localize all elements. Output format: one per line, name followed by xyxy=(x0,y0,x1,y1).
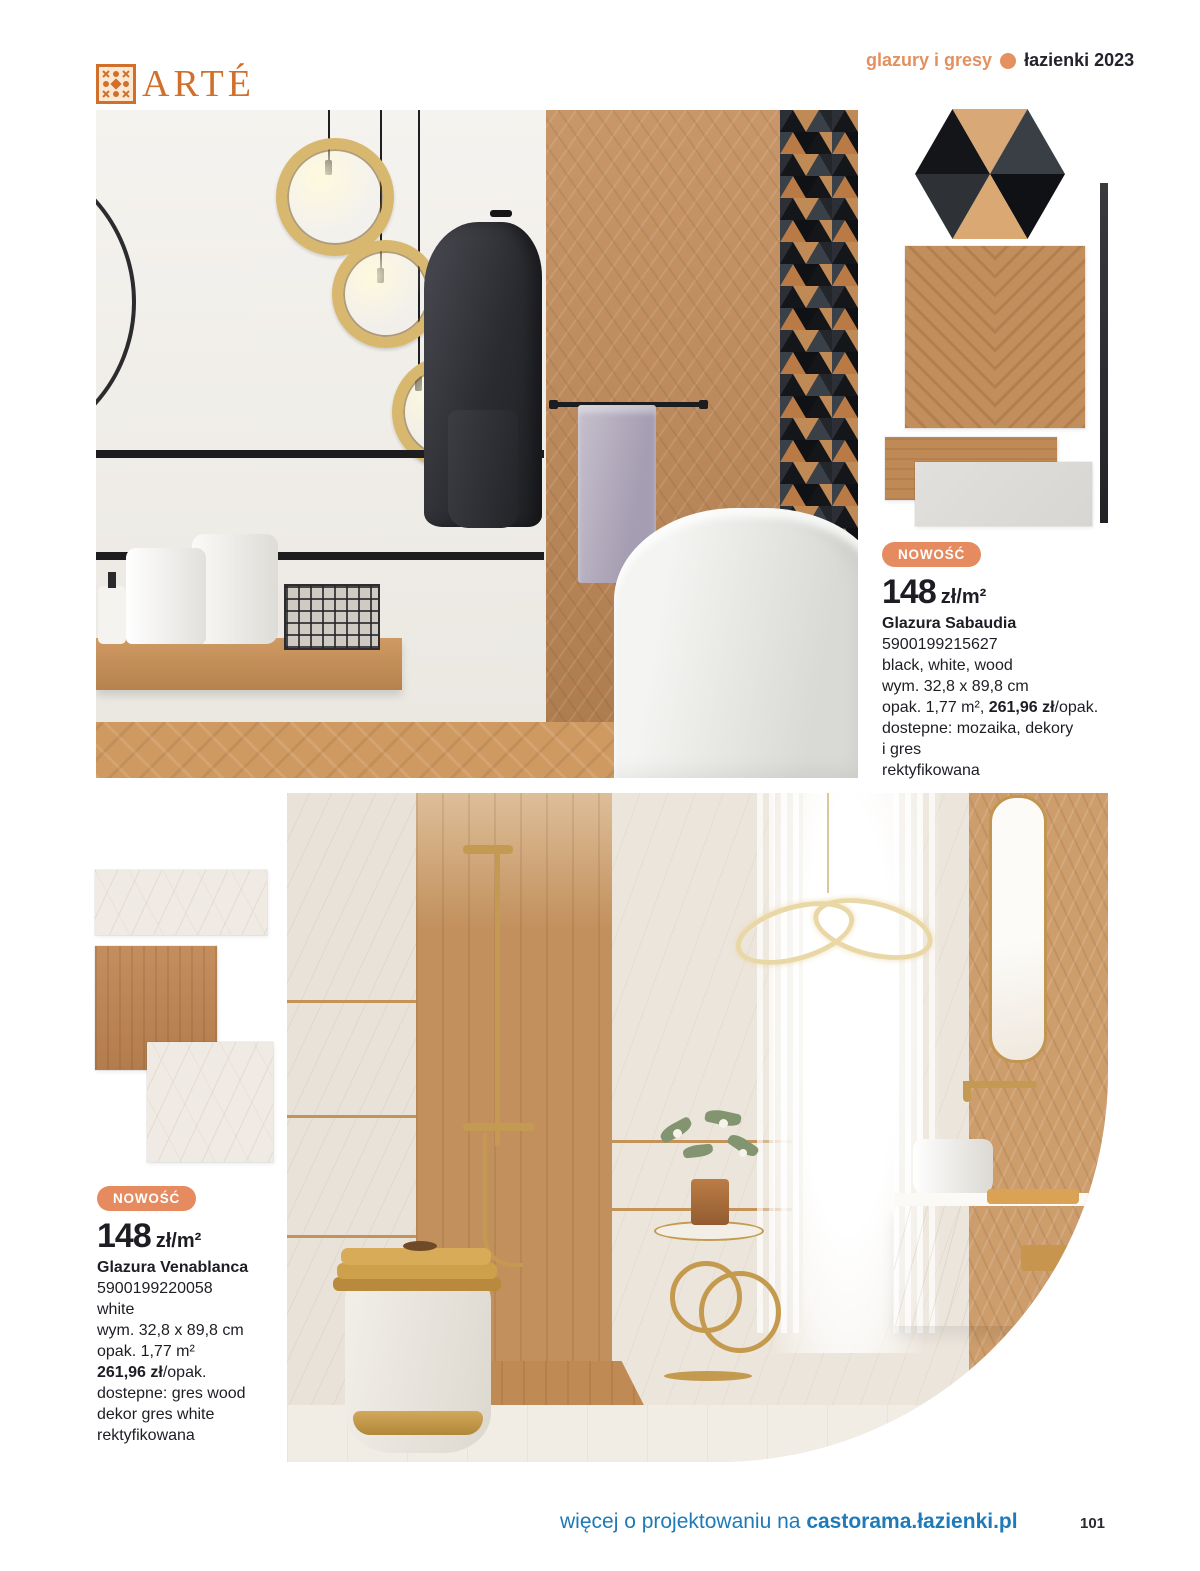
side-table-ring-leg xyxy=(699,1271,781,1353)
gold-wall-faucet xyxy=(963,1081,1037,1088)
brand-name: ARTÉ xyxy=(142,63,255,105)
footer-text: więcej o projektowaniu na xyxy=(560,1510,807,1533)
product-available-line: rektyfikowana xyxy=(882,762,980,779)
product-price: 148 zł/m² xyxy=(97,1217,202,1255)
robe-fold xyxy=(448,410,518,528)
product-pack-size: opak. 1,77 m² xyxy=(97,1343,195,1360)
new-badge: NOWOŚĆ xyxy=(97,1186,196,1211)
gold-trim-line xyxy=(287,1115,416,1118)
product-available-line: rektyfikowana xyxy=(97,1427,195,1444)
pouf-gold-band xyxy=(353,1411,483,1435)
page-header xyxy=(866,50,1134,71)
product-name: Glazura Venablanca xyxy=(97,1259,249,1276)
marble-plank-tile-swatch xyxy=(95,870,267,935)
sheer-curtain xyxy=(757,793,803,1333)
bathroom-photo-top xyxy=(96,110,858,778)
plant-flower xyxy=(739,1149,747,1157)
white-basin xyxy=(126,548,206,644)
footer-link[interactable]: castorama.łazienki.pl xyxy=(806,1510,1018,1533)
towel-stack-layer xyxy=(337,1263,497,1279)
product-ean: 5900199220058 xyxy=(97,1280,213,1297)
towel-rail-bracket xyxy=(549,400,558,409)
page-number: 101 xyxy=(1080,1515,1106,1532)
product-pack-line: opak. 1,77 m², 261,96 zł/opak. xyxy=(882,699,1099,716)
product-available-line: dostepne: gres wood xyxy=(97,1385,246,1402)
marble-square-tile-swatch xyxy=(147,1042,273,1162)
bullet-dot-icon xyxy=(1000,53,1016,69)
product-available-line: dekor gres white xyxy=(97,1406,215,1423)
soap-dispenser xyxy=(98,586,126,644)
product-pack-line: 261,96 zł/opak. xyxy=(97,1364,207,1381)
towel-stack-layer xyxy=(333,1277,501,1291)
shower-head xyxy=(463,845,513,854)
product-dimensions: wym. 32,8 x 89,8 cm xyxy=(97,1322,244,1339)
product-price: 148 zł/m² xyxy=(882,573,987,611)
gray-tile-swatch xyxy=(915,462,1092,526)
product-available-line: i gres xyxy=(882,741,922,758)
black-trim-bar xyxy=(1100,183,1108,523)
header-category: glazury i gresy xyxy=(866,50,993,70)
oval-mirror xyxy=(989,795,1047,1063)
shower-valve xyxy=(463,1123,535,1131)
product-name: Glazura Sabaudia xyxy=(882,615,1017,632)
wire-basket xyxy=(284,584,380,650)
side-table-base xyxy=(664,1371,752,1381)
product-available-line: dostepne: mozaika, dekory xyxy=(882,720,1074,737)
triangle-mosaic-strip xyxy=(780,110,858,540)
pendant-cord xyxy=(418,110,420,378)
soap-dish xyxy=(403,1241,437,1251)
gold-trim-line xyxy=(287,1000,416,1003)
plant-flower xyxy=(719,1119,728,1128)
new-badge: NOWOŚĆ xyxy=(882,542,981,567)
product-ean: 5900199215627 xyxy=(882,636,998,653)
robe-hook xyxy=(490,210,512,217)
shower-hose xyxy=(483,1133,523,1267)
product-info-sabaudia xyxy=(882,573,1132,781)
product-colors: black, white, wood xyxy=(882,657,1013,674)
header-catalog-name: łazienki 2023 xyxy=(1024,50,1135,70)
gold-towel xyxy=(987,1189,1079,1204)
product-dimensions: wym. 32,8 x 89,8 cm xyxy=(882,678,1029,695)
footer-note xyxy=(560,1510,1018,1534)
pendant-ring-light xyxy=(276,138,394,256)
pendant-cord xyxy=(827,793,829,893)
shower-pipe xyxy=(495,851,500,1146)
arte-logo-icon xyxy=(96,64,136,104)
bathroom-photo-bottom xyxy=(287,793,1108,1462)
gold-faucet-spout xyxy=(963,1081,971,1102)
gold-towel xyxy=(1021,1245,1093,1271)
soap-dispenser-pump xyxy=(108,572,116,588)
hexagon-mosaic-swatch xyxy=(915,108,1065,240)
plant-flower xyxy=(673,1129,682,1138)
plant-pot xyxy=(691,1179,729,1225)
vessel-sink xyxy=(913,1139,993,1197)
towel-rail-bracket xyxy=(699,400,708,409)
bathtub xyxy=(614,508,858,778)
product-info-venablanca xyxy=(97,1217,347,1446)
product-colors: white xyxy=(97,1301,135,1318)
wood-chevron-tile-swatch xyxy=(905,246,1085,428)
